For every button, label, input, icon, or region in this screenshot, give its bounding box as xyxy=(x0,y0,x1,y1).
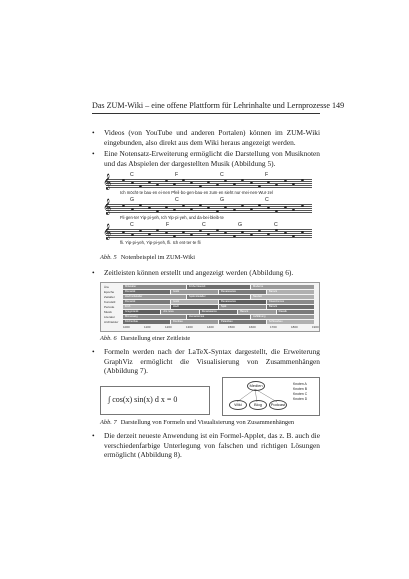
music-note xyxy=(131,234,134,236)
staff-line xyxy=(106,229,312,230)
bullet-zeitleisten xyxy=(92,268,320,278)
staff-line xyxy=(106,212,312,213)
timeline-row-label: Zeitalter xyxy=(104,295,115,299)
chord-symbol: C xyxy=(202,222,206,228)
timeline-bar: Frühe Neuzeit xyxy=(187,285,250,289)
graph-legend-item: Knoten C xyxy=(293,392,308,396)
music-note xyxy=(216,184,219,186)
timeline-bar: Renaissance xyxy=(200,310,237,314)
figure5-label: Abb. 5 xyxy=(100,254,117,261)
chord-symbol: C xyxy=(274,222,278,228)
timeline-row-label: Literatur xyxy=(104,315,116,319)
figure5-text: Notenbeispiel im ZUM-Wiki xyxy=(120,254,195,261)
graph-legend-item: Knoten B xyxy=(293,387,307,391)
timeline-bar: Klassik xyxy=(277,310,314,314)
music-note xyxy=(267,181,270,183)
bullet-dot: • xyxy=(92,268,95,277)
bullet-text: Formeln werden nach der LaTeX-Syntax dargestellt, die Erweiterung GraphViz ermöglicht die Visualisierung von Zusammenhängen (Abbildung 7). xyxy=(104,347,320,376)
timeline-bar: Romanik xyxy=(123,300,170,304)
staff-line xyxy=(106,204,312,205)
music-note xyxy=(301,179,304,181)
timeline-bar: Barock xyxy=(267,305,314,309)
timeline-bar: Früh xyxy=(123,305,170,309)
music-note xyxy=(267,207,270,209)
formula-text: ∫ cos(x) sin(x) d x = 0 xyxy=(108,395,178,404)
music-note xyxy=(131,208,134,210)
chord-symbol: C xyxy=(265,197,269,203)
music-note xyxy=(267,233,270,235)
staff-line xyxy=(106,231,312,232)
figure7-text: Darstellung von Formeln und Visualisierung von Zusammenhängen xyxy=(120,419,295,426)
graph-node: Medien xyxy=(247,381,265,391)
treble-clef-icon: 𝄞 xyxy=(103,225,112,240)
timeline-axis-tick: 1600 xyxy=(249,325,256,329)
timeline-bar: Romanik xyxy=(123,290,170,294)
timeline-bar: Spätmittelalter xyxy=(187,295,250,299)
bullet-formeln xyxy=(92,347,320,376)
music-note xyxy=(199,204,202,206)
staff-line xyxy=(106,183,312,184)
music-note xyxy=(216,210,219,212)
timeline-bar: Renaissance xyxy=(219,300,266,304)
chord-symbol: G xyxy=(130,197,135,203)
music-note xyxy=(284,180,287,182)
staff-line xyxy=(106,187,312,188)
bullet-text: Zeitleisten können erstellt und angezeigt werden (Abbildung 6). xyxy=(104,268,294,277)
timeline-axis-tick: 1000 xyxy=(123,325,130,329)
music-note xyxy=(199,230,202,232)
timeline-bar: Gotik xyxy=(171,290,218,294)
timeline-bar: Neuzeit xyxy=(251,295,314,299)
timeline-bar: Renaissance xyxy=(219,290,266,294)
music-note xyxy=(131,182,134,184)
music-note xyxy=(233,183,236,185)
chord-symbol: C xyxy=(130,172,134,178)
timeline-axis-tick: 1300 xyxy=(186,325,193,329)
chord-symbol: G xyxy=(220,197,225,203)
timeline-bar: Moderne xyxy=(251,285,314,289)
music-note xyxy=(182,179,185,181)
figure5-caption xyxy=(100,254,195,261)
bullet-text: Die derzeit neueste Anwendung ist ein Formel-Applet, das z. B. auch die verschiedenfarbige Unterlegung von falschen und richtigen Lösungen ermöglicht (Abbildung 8). xyxy=(104,431,320,460)
music-note xyxy=(284,232,287,234)
timeline-bar: Dombau xyxy=(171,320,218,324)
bullet-dot: • xyxy=(92,347,95,356)
music-note xyxy=(182,205,185,207)
bullet-text: Eine Notensatz-Erweiterung ermöglicht die Darstellung von Musiknoten und das Abspielen der dargestellten Musik (Abbildung 5). xyxy=(104,149,320,168)
lyrics-line: Ich möcht·te bau·en ei·nen Pfeil·bo·gen·bau·en zum·en sieht nur·mei·nen·Wur·zel xyxy=(120,190,273,195)
figure6-caption xyxy=(100,335,190,342)
timeline-bar: Humanismus xyxy=(187,315,250,319)
timeline-bar: Gregorianik xyxy=(123,310,160,314)
music-notation-figure xyxy=(100,172,318,247)
running-header: Das ZUM-Wiki – eine offene Plattform für Lehrinhalte und Lernprozesse 149 xyxy=(92,101,345,110)
timeline-axis-tick: 1200 xyxy=(165,325,172,329)
music-note xyxy=(284,206,287,208)
staff-line xyxy=(106,235,312,236)
music-note xyxy=(250,182,253,184)
timeline-row-label: Kunststil xyxy=(104,300,116,304)
timeline-bar: Gotik xyxy=(171,300,218,304)
lyrics-line: Fli·gen·ter Yip·pi·yeh, Ich Yip·pi·yeh, und da·bei·bleib·te xyxy=(120,215,224,220)
staff-line xyxy=(106,179,312,180)
bullet-videos xyxy=(92,128,320,147)
staff-line xyxy=(106,185,312,186)
bullet-text: Videos (von YouTube und anderen Portalen) können im ZUM-Wiki eingebunden, also direkt aus dem Wiki heraus angezeigt werden. xyxy=(104,128,320,147)
timeline-row-label: Architektur xyxy=(104,320,119,324)
music-note xyxy=(216,229,219,231)
timeline-bar: Aufklärung xyxy=(251,315,314,319)
timeline-axis-tick: 1800 xyxy=(291,325,298,329)
chord-symbol: F xyxy=(175,172,179,178)
timeline-bar: Mittelalter xyxy=(123,285,186,289)
graph-node: Blog xyxy=(249,400,267,410)
timeline-bar: Hoch xyxy=(171,305,218,309)
chord-symbol: C xyxy=(175,197,179,203)
timeline-axis-tick: 1500 xyxy=(228,325,235,329)
chord-symbol: C xyxy=(220,172,224,178)
timeline-axis-tick: 1400 xyxy=(207,325,214,329)
treble-clef-icon: 𝄞 xyxy=(103,200,112,215)
figure7-label: Abb. 7 xyxy=(100,419,117,426)
chord-symbol: G xyxy=(238,222,243,228)
music-note xyxy=(250,234,253,236)
graphviz-diagram xyxy=(222,377,320,416)
header-rule xyxy=(92,113,320,114)
timeline-figure xyxy=(100,282,320,332)
bullet-formel-applet xyxy=(92,431,320,460)
lyrics-line: fli. Yip-pi-yeh, Yip-pi-yeh, fli. Ich ent·ter·te fli xyxy=(120,240,201,245)
music-note xyxy=(165,206,168,208)
music-note xyxy=(148,233,151,235)
figure7-caption xyxy=(100,419,294,426)
timeline-axis-tick: 1900 xyxy=(312,325,319,329)
timeline-row-label: Periode xyxy=(104,305,115,309)
timeline-axis-tick: 1100 xyxy=(144,325,151,329)
music-note xyxy=(182,231,185,233)
bullet-notensatz xyxy=(92,149,320,168)
timeline-bar: Klassizismus xyxy=(267,300,314,304)
timeline-bar: Spät xyxy=(219,305,266,309)
music-note xyxy=(199,185,202,187)
staff-line xyxy=(106,210,312,211)
bullet-dot: • xyxy=(92,149,95,158)
music-note xyxy=(301,231,304,233)
chord-symbol: F xyxy=(166,222,170,228)
figure6-label: Abb. 6 xyxy=(100,335,117,342)
staff-line xyxy=(106,237,312,238)
timeline-bar: Hochmittelalter xyxy=(123,295,186,299)
formula-box xyxy=(100,386,210,415)
timeline-bar: Barock xyxy=(267,290,314,294)
chord-symbol: F xyxy=(265,172,269,178)
timeline-axis-tick: 1700 xyxy=(270,325,277,329)
graph-legend-item: Knoten A xyxy=(293,382,307,386)
music-note xyxy=(233,235,236,237)
timeline-bar: Palastbau xyxy=(219,320,266,324)
timeline-row-label: Ära xyxy=(104,285,109,289)
graph-node: Wiki xyxy=(229,400,247,410)
music-note xyxy=(148,181,151,183)
graph-node: Podcast xyxy=(269,400,287,410)
music-note xyxy=(148,207,151,209)
music-note xyxy=(165,180,168,182)
timeline-bar: Barock xyxy=(238,310,275,314)
treble-clef-icon: 𝄞 xyxy=(103,175,112,190)
timeline-row-label: Musik xyxy=(104,310,112,314)
music-note xyxy=(233,209,236,211)
bullet-dot: • xyxy=(92,431,95,440)
music-note xyxy=(301,205,304,207)
timeline-row-label: Epoche xyxy=(104,290,115,294)
timeline-bar: Minnesang xyxy=(123,315,186,319)
music-note xyxy=(165,232,168,234)
timeline-bar: Schlossbau xyxy=(267,320,314,324)
timeline-bar: Ars nova xyxy=(161,310,198,314)
timeline-bar: Kirchenbau xyxy=(123,320,170,324)
music-note xyxy=(250,208,253,210)
chord-symbol: C xyxy=(130,222,134,228)
figure6-text: Darstellung einer Zeitleiste xyxy=(120,335,191,342)
bullet-dot: • xyxy=(92,128,95,137)
graph-legend-item: Knoten D xyxy=(293,397,308,401)
